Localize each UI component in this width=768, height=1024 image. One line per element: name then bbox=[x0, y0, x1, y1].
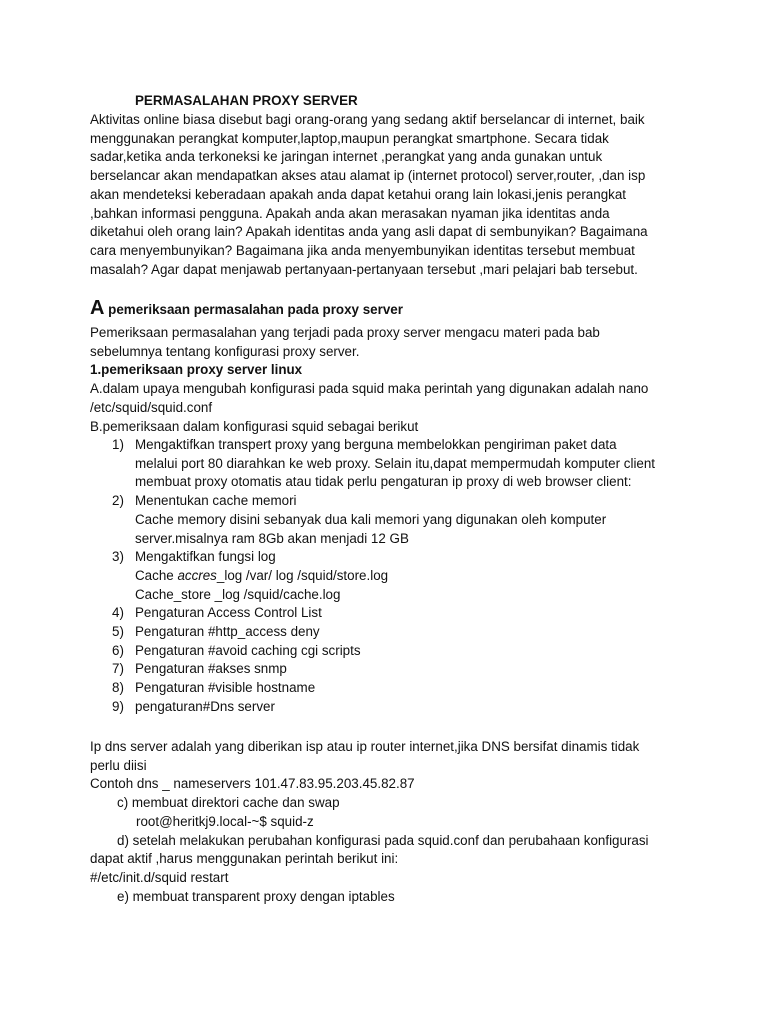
step-d-line: dapat aktif ,harus menggunakan perintah berikut ini: bbox=[90, 851, 399, 867]
list-number: 6) bbox=[112, 642, 124, 658]
root-command-line: root@heritkj9.local-~$ squid-z bbox=[136, 813, 314, 829]
list-item bbox=[90, 436, 690, 492]
list-item-line: Mengaktifkan fungsi log bbox=[135, 549, 276, 565]
dns-line: perlu diisi bbox=[90, 757, 147, 773]
list-number: 7) bbox=[112, 661, 124, 677]
list-item bbox=[90, 548, 690, 604]
list-item-line: Pengaturan #avoid caching cgi scripts bbox=[135, 642, 361, 658]
item-a-line: A.dalam upaya mengubah konfigurasi pada squid maka perintah yang digunakan adalah nano bbox=[90, 381, 649, 397]
dns-line: Ip dns server adalah yang diberikan isp atau ip router internet,jika DNS bersifat dinamis tidak bbox=[90, 739, 640, 754]
list-number: 1) bbox=[112, 437, 124, 452]
list-item-line: Pengaturan #visible hostname bbox=[135, 680, 316, 696]
item-b-line: B.pemeriksaan dalam konfigurasi squid sebagai berikut bbox=[90, 418, 419, 434]
list-item-line: Pengaturan Access Control List bbox=[135, 605, 322, 621]
step-c-line: c) membuat direktori cache dan swap bbox=[117, 795, 340, 811]
log-line-pre: Cache bbox=[135, 567, 178, 583]
item-a-line: /etc/squid/squid.conf bbox=[90, 399, 213, 415]
intro-line: diketahui oleh orang lain? Apakah identitas anda yang asli dapat di sembunyikan? Bagaimana bbox=[90, 224, 648, 240]
section-a-para-line: Pemeriksaan permasalahan yang terjadi pada proxy server mengacu materi pada bab bbox=[90, 325, 600, 340]
list-item bbox=[90, 492, 690, 548]
step-d-line: d) setelah melakukan perubahan konfigurasi pada squid.conf dan perubahaan konfigurasi bbox=[117, 832, 649, 848]
list-item bbox=[90, 679, 690, 698]
intro-line: akan mendeteksi keberadaan apakah anda dapat ketahui orang lain lokasi,jenis perangkat bbox=[90, 186, 627, 202]
list-number: 9) bbox=[112, 698, 124, 714]
list-item bbox=[90, 698, 690, 717]
log-line-post: _log /var/ log /squid/store.log bbox=[216, 567, 389, 583]
list-item bbox=[90, 623, 690, 642]
list-number: 2) bbox=[112, 493, 124, 509]
list-item bbox=[90, 660, 690, 679]
list-item-line: Menentukan cache memori bbox=[135, 493, 297, 509]
list-item-line: Pengaturan #http_access deny bbox=[135, 624, 320, 640]
list-item-line: server.misalnya ram 8Gb akan menjadi 12 GB bbox=[135, 530, 409, 546]
log-line-store bbox=[135, 567, 690, 586]
section-a-para-line: sebelumnya tentang konfigurasi proxy server. bbox=[90, 343, 360, 359]
intro-line: menggunakan perangkat komputer,laptop,maupun perangkat smartphone. Secara tidak bbox=[90, 130, 609, 146]
list-number: 8) bbox=[112, 680, 124, 696]
list-item-line: Pengaturan #akses snmp bbox=[135, 661, 287, 677]
intro-paragraph bbox=[90, 111, 680, 279]
log-line-cache: Cache_store _log /squid/cache.log bbox=[135, 586, 341, 602]
intro-line: berselancar akan mendapatkan akses atau alamat ip (internet protocol) server,router, ,dan isp bbox=[90, 168, 646, 184]
intro-line: masalah? Agar dapat menjawab pertanyaan-pertanyaan tersebut ,mari pelajari bab tersebut. bbox=[90, 261, 638, 277]
intro-line: cara menyembunyikan? Bagaimana jika anda menyembunyikan identitas tersebut membuat bbox=[90, 242, 635, 258]
intro-line: Aktivitas online biasa disebut bagi orang-orang yang sedang aktif berselancar di internet, baik bbox=[90, 112, 645, 127]
list-item-line: membuat proxy otomatis atau tidak perlu pengaturan ip proxy di web browser client: bbox=[135, 474, 632, 490]
section-a-heading bbox=[90, 299, 403, 320]
intro-line: ,bahkan informasi pengguna. Apakah anda akan merasakan nyaman jika identitas anda bbox=[90, 205, 610, 221]
contoh-dns-line: Contoh dns _ nameservers 101.47.83.95.203.45.82.87 bbox=[90, 776, 415, 792]
dns-section bbox=[90, 738, 680, 906]
page-title: PERMASALAHAN PROXY SERVER bbox=[135, 93, 358, 108]
list-item bbox=[90, 642, 690, 661]
list-item-line: Cache memory disini sebanyak dua kali memori yang digunakan oleh komputer bbox=[135, 511, 607, 527]
intro-line: sadar,ketika anda terkoneksi ke jaringan internet ,perangkat yang anda gunakan untuk bbox=[90, 149, 603, 165]
log-line-italic: accres bbox=[177, 567, 217, 583]
step-e-line: e) membuat transparent proxy dengan iptables bbox=[117, 888, 395, 904]
restart-command-line: #/etc/init.d/squid restart bbox=[90, 869, 229, 885]
list-item-line: Mengaktifkan transpert proxy yang berguna membelokkan pengiriman paket data bbox=[135, 437, 617, 452]
config-list bbox=[90, 436, 690, 717]
list-item-line: pengaturan#Dns server bbox=[135, 698, 275, 714]
list-item bbox=[90, 604, 690, 623]
list-item-line: melalui port 80 diarahkan ke web proxy. Selain itu,dapat mempermudah komputer client bbox=[135, 455, 656, 471]
list-number: 3) bbox=[112, 549, 124, 565]
list-number: 4) bbox=[112, 605, 124, 621]
section-a-body bbox=[90, 324, 680, 436]
section-a-heading-text: pemeriksaan permasalahan pada proxy server bbox=[104, 302, 403, 317]
subheading: 1.pemeriksaan proxy server linux bbox=[90, 362, 303, 378]
list-number: 5) bbox=[112, 624, 124, 640]
section-a-letter: A bbox=[90, 297, 105, 319]
